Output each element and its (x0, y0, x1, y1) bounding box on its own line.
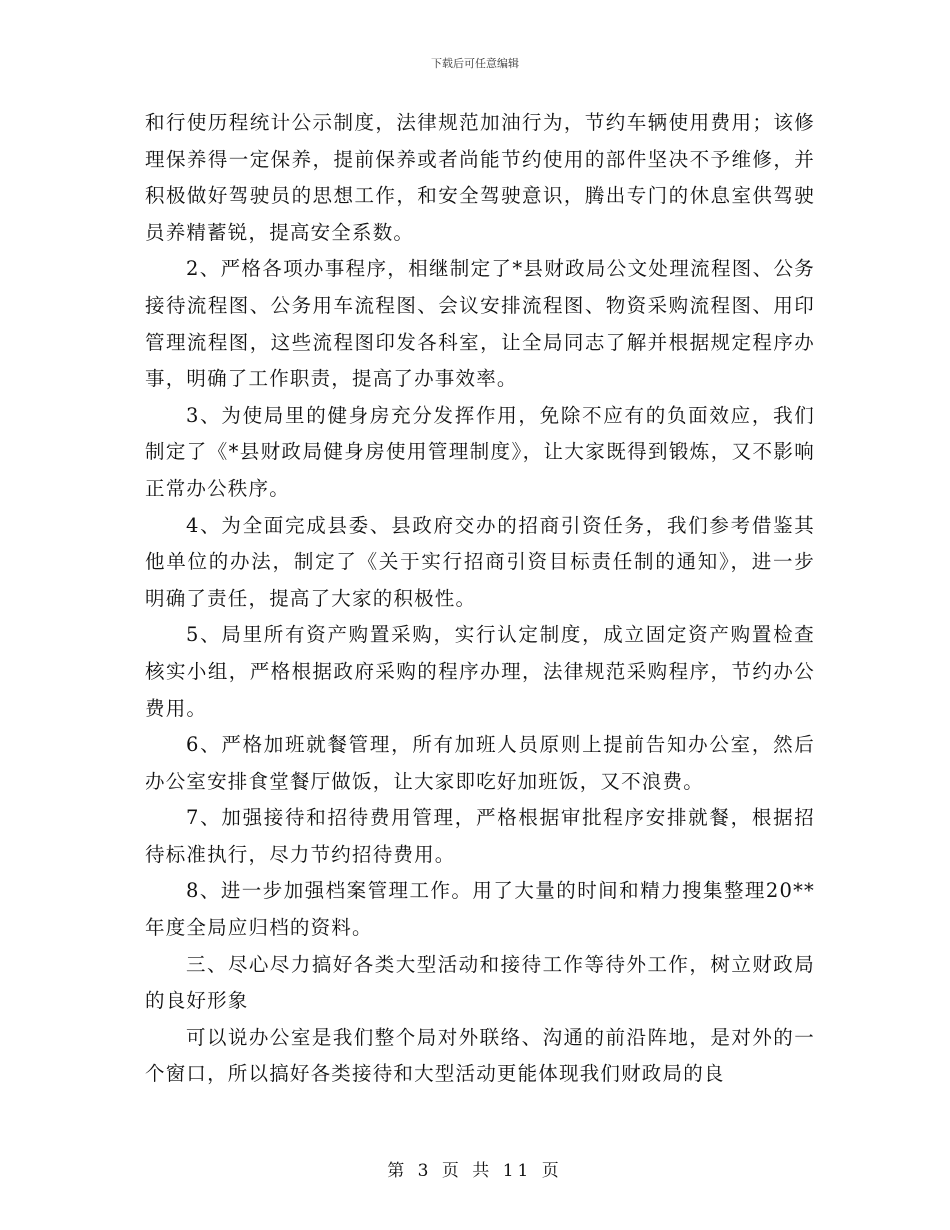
paragraph: 7、加强接待和招待费用管理，严格根据审批程序安排就餐，根据招待标准执行，尽力节约招待费用。 (145, 806, 815, 866)
paragraph: 4、为全面完成县委、县政府交办的招商引资任务，我们参考借鉴其他单位的办法，制定了《关于实行招商引资目标责任制的通知》，进一步明确了责任，提高了大家的积极性。 (145, 513, 815, 610)
paragraph: 2、严格各项办事程序，相继制定了*县财政局公文处理流程图、公务接待流程图、公务用车流程图、会议安排流程图、物资采购流程图、用印管理流程图，这些流程图印发各科室，让全局同志了解并根据规定程序办事，明确了工作职责，提高了办事效率。 (145, 257, 815, 391)
document-body (145, 105, 815, 1093)
page-header-note: 下载后可任意编辑 (431, 57, 519, 70)
page-number-footer: 第 3 页 共 11 页 (387, 1161, 563, 1181)
paragraph: 和行使历程统计公示制度，法律规范加油行为，节约车辆使用费用；该修理保养得一定保养，提前保养或者尚能节约使用的部件坚决不予维修，并积极做好驾驶员的思想工作，和安全驾驶意识，腾出专门的休息室供驾驶员养精蓄锐，提高安全系数。 (145, 111, 815, 244)
paragraph: 6、严格加班就餐管理，所有加班人员原则上提前告知办公室，然后办公室安排食堂餐厅做饭，让大家即吃好加班饭，又不浪费。 (145, 733, 815, 793)
paragraph: 可以说办公室是我们整个局对外联络、沟通的前沿阵地，是对外的一个窗口，所以搞好各类接待和大型活动更能体现我们财政局的良 (145, 1025, 815, 1086)
paragraph: 3、为使局里的健身房充分发挥作用，免除不应有的负面效应，我们制定了《*县财政局健身房使用管理制度》，让大家既得到锻炼，又不影响正常办公秩序。 (145, 403, 815, 500)
paragraph: 5、局里所有资产购置采购，实行认定制度，成立固定资产购置检查核实小组，严格根据政府采购的程序办理，法律规范采购程序，节约办公费用。 (145, 623, 815, 720)
section-heading: 三、尽心尽力搞好各类大型活动和接待工作等待外工作，树立财政局的良好形象 (145, 952, 815, 1013)
paragraph: 8、进一步加强档案管理工作。用了大量的时间和精力搜集整理20**年度全局应归档的资料。 (145, 879, 815, 940)
